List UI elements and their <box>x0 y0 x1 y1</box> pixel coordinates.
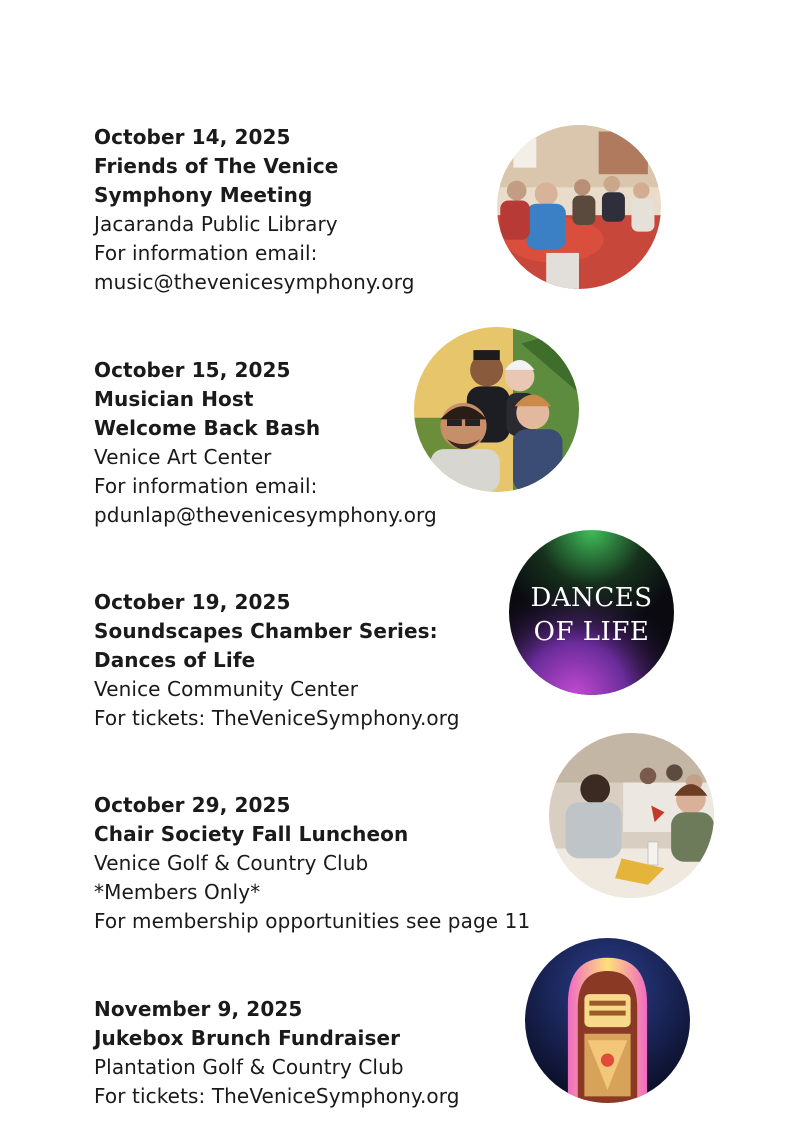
event-date: October 29, 2025 <box>94 793 291 817</box>
event-members-note: *Members Only* <box>94 880 261 904</box>
event-title-line: Friends of The Venice <box>94 154 339 178</box>
event-title-line: Jukebox Brunch Fundraiser <box>94 1026 401 1050</box>
event-oct-19 <box>94 588 460 733</box>
event-date: October 14, 2025 <box>94 125 291 149</box>
event-venue: Plantation Golf & Country Club <box>94 1055 404 1079</box>
event-venue: Venice Art Center <box>94 445 272 469</box>
dances-text-line: OF LIFE <box>533 617 650 647</box>
luncheon-group-photo <box>497 125 661 289</box>
event-email-link[interactable]: music@thevenicesymphony.org <box>94 270 415 294</box>
event-title-line: Chair Society Fall Luncheon <box>94 822 409 846</box>
event-membership-note: For membership opportunities see page 11 <box>94 909 531 933</box>
event-title-line: Soundscapes Chamber Series: <box>94 619 438 643</box>
event-title-line: Dances of Life <box>94 648 256 672</box>
event-date: November 9, 2025 <box>94 997 303 1021</box>
event-date: October 15, 2025 <box>94 358 291 382</box>
event-title-line: Welcome Back Bash <box>94 416 321 440</box>
event-title-line: Musician Host <box>94 387 254 411</box>
dining-table-photo <box>549 733 714 898</box>
event-date: October 19, 2025 <box>94 590 291 614</box>
event-venue: Jacaranda Public Library <box>94 212 338 236</box>
event-venue: Venice Community Center <box>94 677 359 701</box>
event-title-line: Symphony Meeting <box>94 183 313 207</box>
event-email-link[interactable]: pdunlap@thevenicesymphony.org <box>94 503 437 527</box>
dances-of-life-text <box>509 581 674 649</box>
event-oct-15 <box>94 356 437 530</box>
event-venue: Venice Golf & Country Club <box>94 851 369 875</box>
event-info-label: For information email: <box>94 474 318 498</box>
event-oct-29 <box>94 791 530 936</box>
event-tickets-link[interactable]: For tickets: TheVeniceSymphony.org <box>94 706 460 730</box>
jukebox-photo <box>525 938 690 1103</box>
dances-text-line: DANCES <box>530 583 653 613</box>
selfie-group-photo <box>414 327 579 492</box>
event-tickets-link[interactable]: For tickets: TheVeniceSymphony.org <box>94 1084 460 1108</box>
dances-of-life-graphic <box>509 530 674 695</box>
event-info-label: For information email: <box>94 241 318 265</box>
event-nov-9 <box>94 995 460 1111</box>
event-oct-14 <box>94 123 415 297</box>
